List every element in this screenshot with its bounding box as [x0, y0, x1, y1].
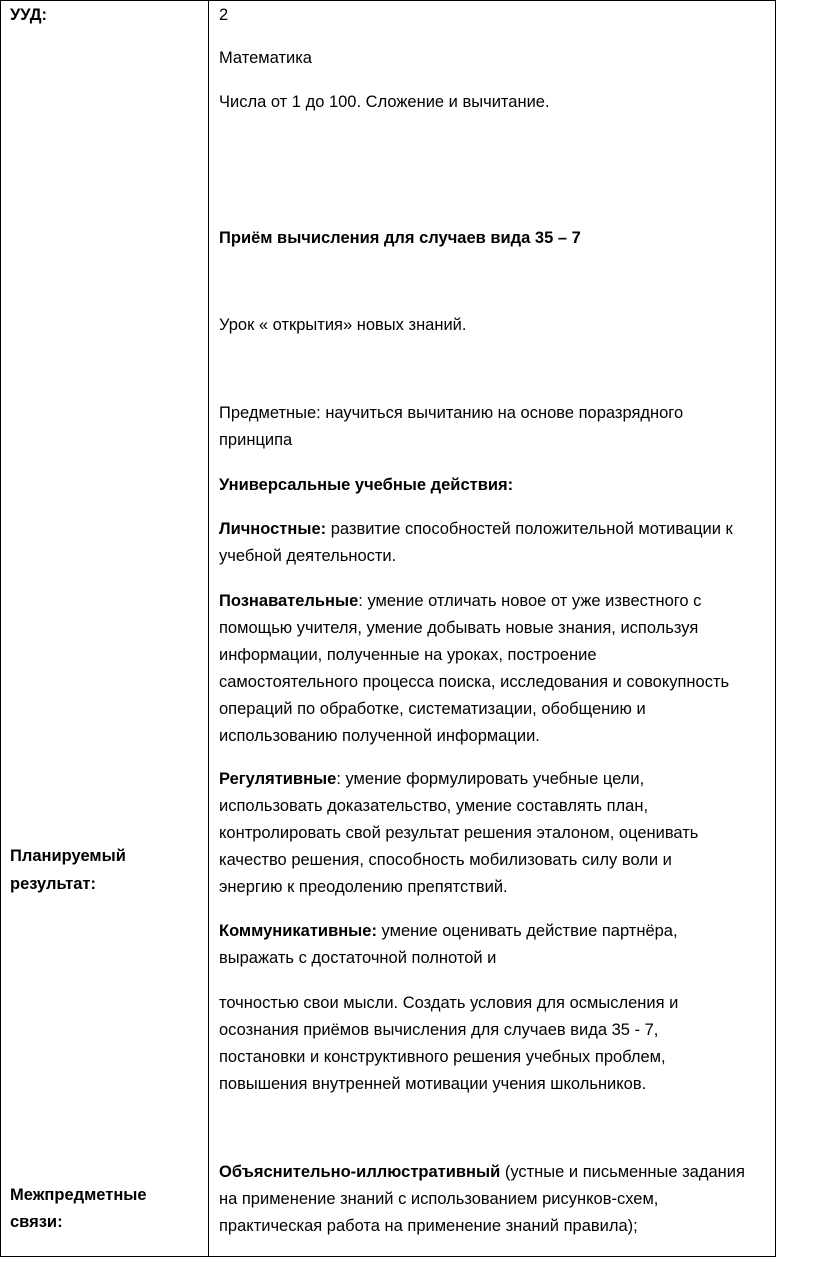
personal-text: развитие способностей положительной мотивации к — [326, 520, 733, 538]
planned-result-label-line1: Планируемый — [10, 847, 126, 865]
personal-line2: учебной деятельности. — [219, 547, 397, 565]
interdisciplinary-label-line2: связи: — [10, 1213, 63, 1231]
subject-results-line2: принципа — [219, 431, 293, 449]
cognitive-line5: операций по обработке, систематизации, обобщению и — [219, 700, 646, 718]
continuation-line1: точностью свои мысли. Создать условия для осмысления и — [219, 994, 679, 1012]
interdisciplinary-label-line1: Межпредметные — [10, 1186, 147, 1204]
uud-label: УУД: — [10, 6, 47, 24]
cognitive-label: Познавательные — [219, 592, 359, 610]
regulatory-line5: энергию к преодолению препятствий. — [219, 878, 508, 896]
uud-heading: Универсальные учебные действия: — [219, 476, 514, 494]
planned-result-label-line2: результат: — [10, 875, 97, 893]
continuation-line4: повышения внутренней мотивации учения школьников. — [219, 1075, 647, 1093]
method-label: Объяснительно-иллюстративный — [219, 1163, 501, 1181]
continuation-line2: осознания приёмов вычисления для случаев вида 35 - 7, — [219, 1021, 659, 1039]
method-line2: на применение знаний с использованием рисунков-схем, — [219, 1190, 659, 1208]
regulatory-text: : умение формулировать учебные цели, — [336, 770, 645, 788]
personal-label: Личностные: — [219, 520, 327, 538]
cognitive-line4: самостоятельного процесса поиска, исследования и совокупность — [219, 673, 730, 691]
regulatory-line2: использовать доказательство, умение составлять план, — [219, 797, 649, 815]
grade-value: 2 — [219, 6, 229, 24]
method-line1 — [219, 1159, 745, 1185]
communicative-text: умение оценивать действие партнёра, — [376, 922, 678, 940]
subject-value: Математика — [219, 49, 312, 67]
regulatory-line4: качество решения, способность мобилизовать силу воли и — [219, 851, 672, 869]
column-divider — [208, 0, 209, 1257]
continuation-line3: постановки и конструктивного решения учебных проблем, — [219, 1048, 666, 1066]
regulatory-line1 — [219, 766, 644, 792]
method-text: (устные и письменные задания — [500, 1163, 745, 1181]
cognitive-line3: информации, полученные на уроках, построение — [219, 646, 597, 664]
lesson-topic: Приём вычисления для случаев вида 35 – 7 — [219, 229, 581, 247]
communicative-line1 — [219, 918, 678, 944]
communicative-line2: выражать с достаточной полнотой и — [219, 949, 497, 967]
lesson-type: Урок « открытия» новых знаний. — [219, 316, 467, 334]
cognitive-text: : умение отличать новое от уже известного с — [358, 592, 702, 610]
cognitive-line6: использованию полученной информации. — [219, 727, 540, 745]
subject-results-line1: Предметные: научиться вычитанию на основе поразрядного — [219, 404, 684, 422]
regulatory-label: Регулятивные — [219, 770, 337, 788]
cognitive-line1 — [219, 588, 701, 614]
regulatory-line3: контролировать свой результат решения эталоном, оценивать — [219, 824, 699, 842]
cognitive-line2: помощью учителя, умение добывать новые знания, используя — [219, 619, 699, 637]
personal-line1 — [219, 516, 733, 542]
section-value: Числа от 1 до 100. Сложение и вычитание. — [219, 93, 550, 111]
method-line3: практическая работа на применение знаний правила); — [219, 1217, 638, 1235]
communicative-label: Коммуникативные: — [219, 922, 377, 940]
